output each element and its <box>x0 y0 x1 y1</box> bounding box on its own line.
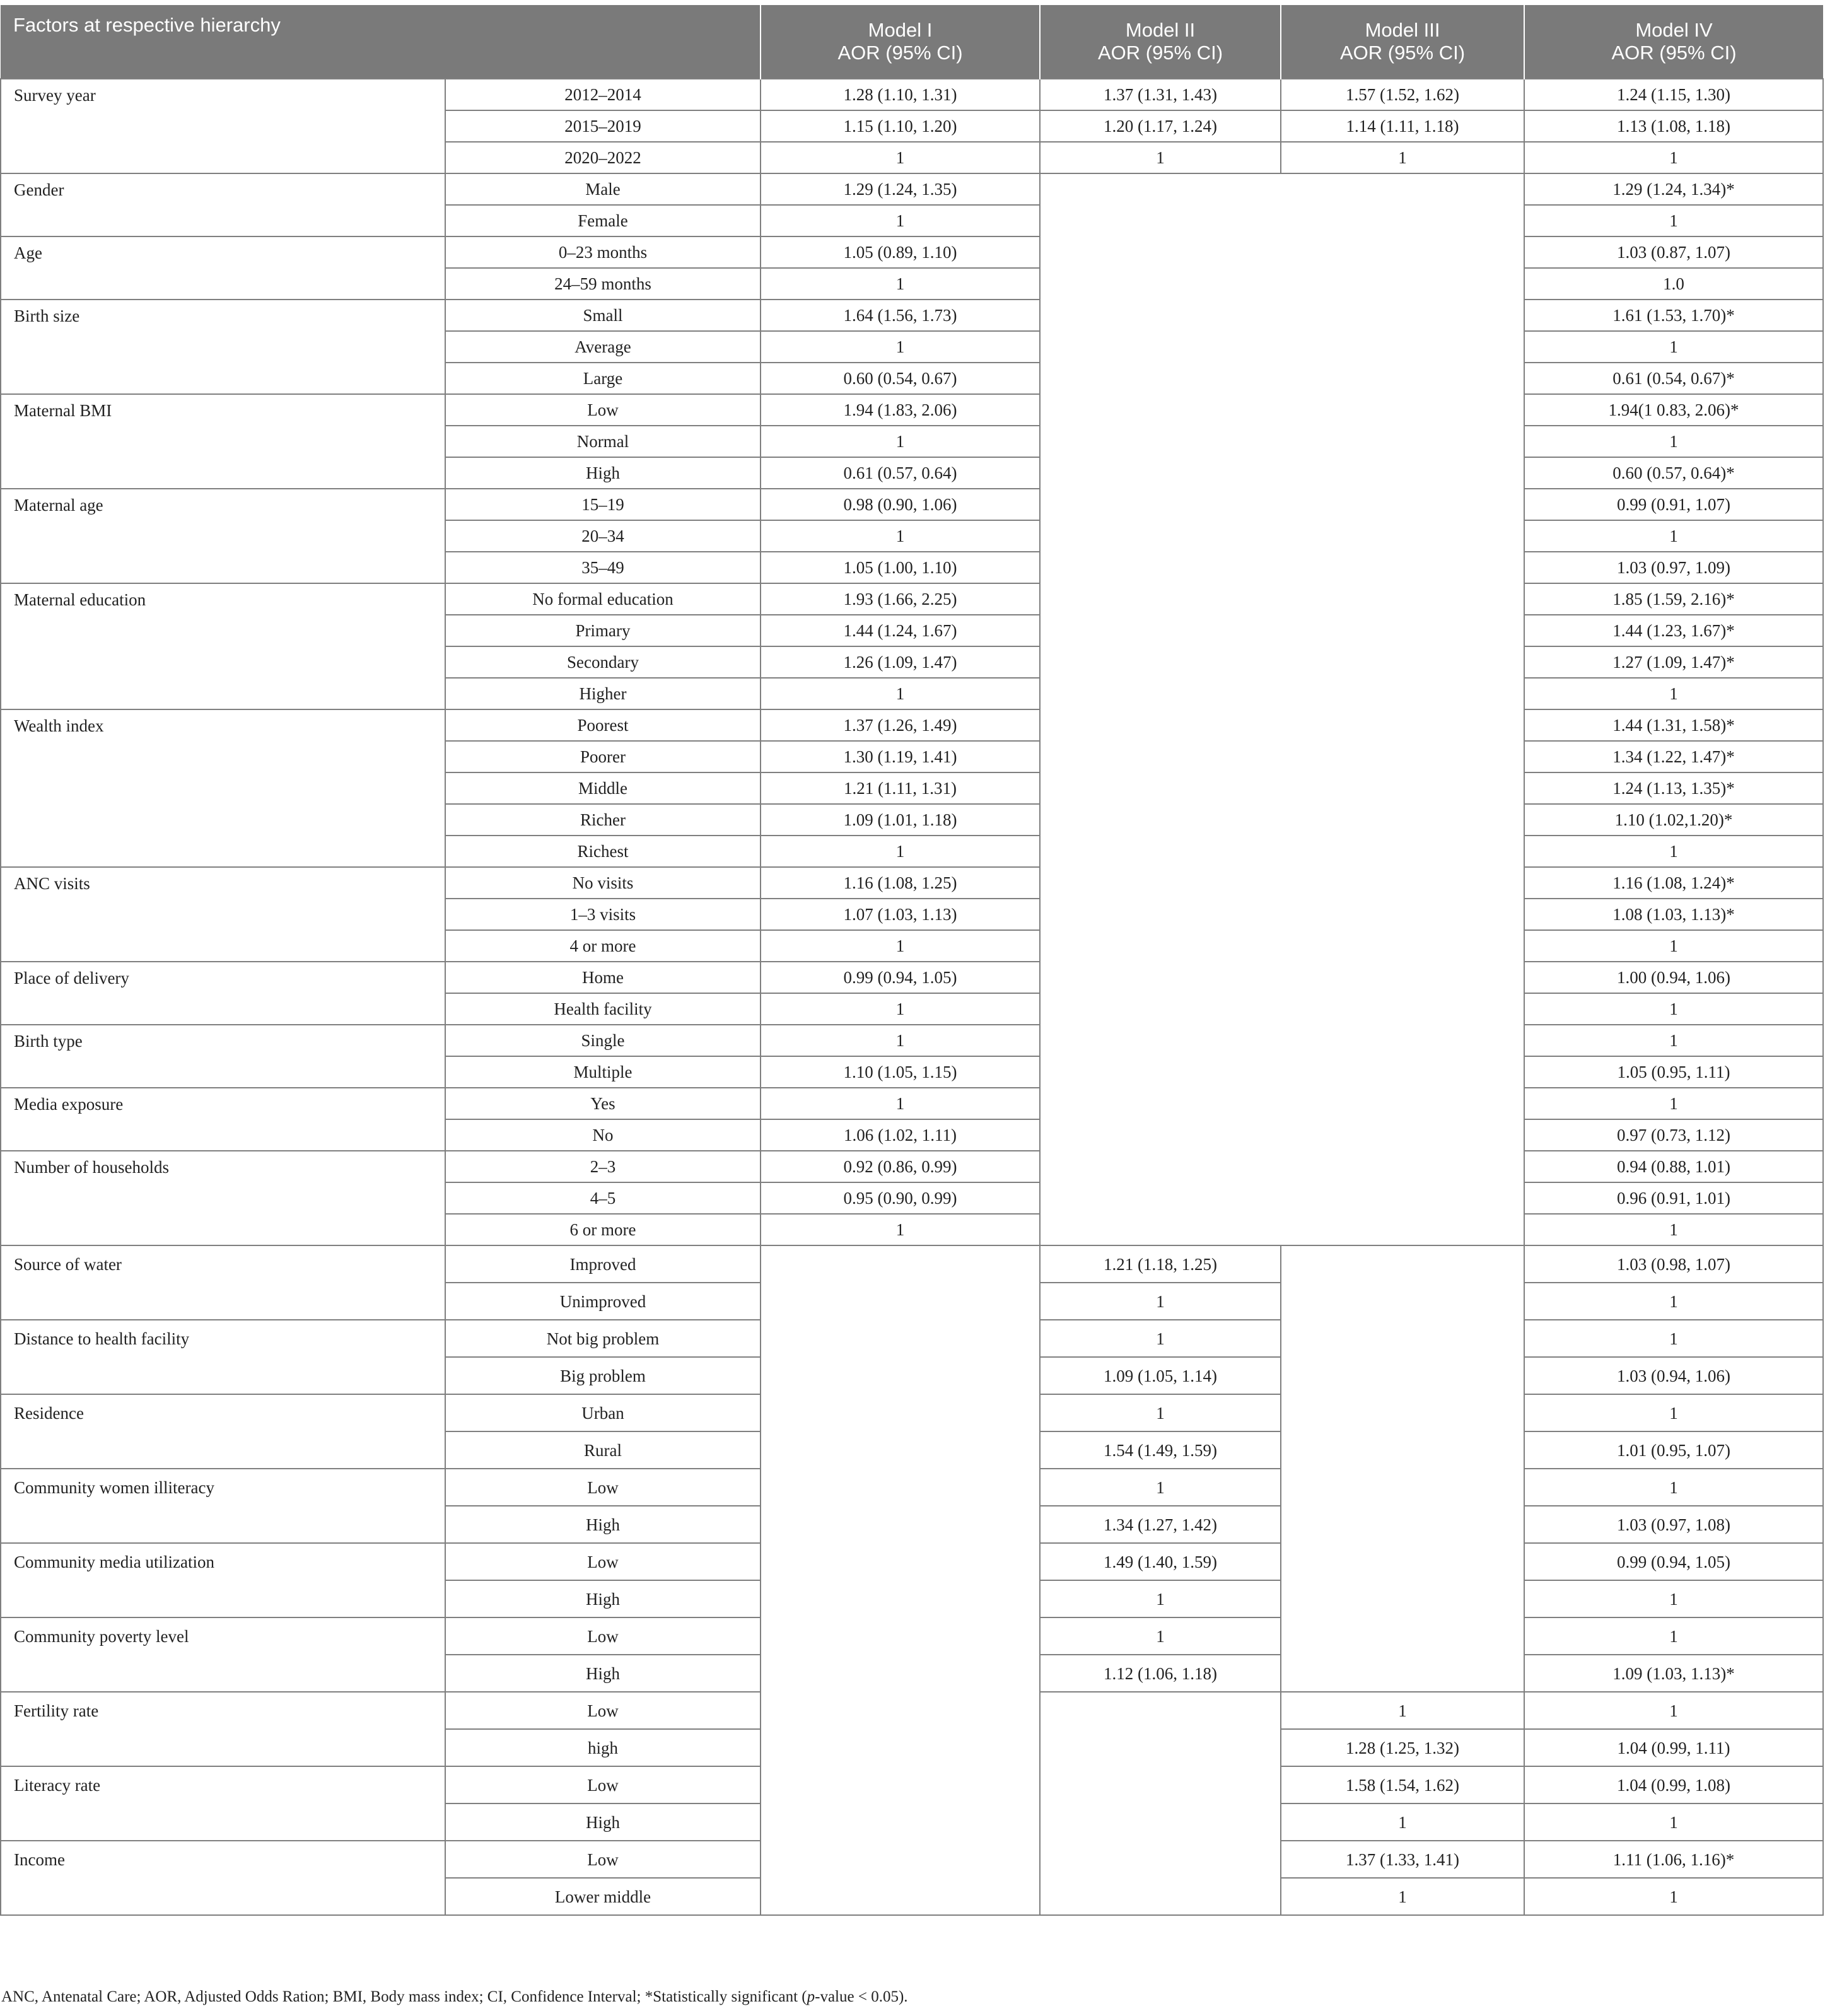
table-body-individual <box>1 79 1823 1245</box>
category-cell: Low <box>445 1841 761 1878</box>
model-1-value: 1.64 (1.56, 1.73) <box>761 300 1040 331</box>
model-2-value: 1 <box>1040 1283 1281 1320</box>
table-row <box>1 867 1823 899</box>
model-2-value: 1.20 (1.17, 1.24) <box>1040 110 1281 142</box>
category-cell: Male <box>445 173 761 205</box>
table-row <box>1 300 1823 331</box>
model-2-value: 1 <box>1040 142 1281 173</box>
model-1-value: 1.16 (1.08, 1.25) <box>761 867 1040 899</box>
category-cell: 20–34 <box>445 520 761 552</box>
factor-cell: Survey year <box>1 79 445 173</box>
category-cell: Yes <box>445 1088 761 1119</box>
header-row <box>1 5 1823 79</box>
factor-cell: Place of delivery <box>1 962 445 1025</box>
factor-cell: Media exposure <box>1 1088 445 1151</box>
model-1-value: 0.98 (0.90, 1.06) <box>761 489 1040 520</box>
model-2-value: 1 <box>1040 1617 1281 1655</box>
table-footnote: ANC, Antenatal Care; AOR, Adjusted Odds Ration; BMI, Body mass index; CI, Confidence Interval; *Statistically significant (p-value < 0.05). <box>1 1988 908 2005</box>
category-cell: Low <box>445 1469 761 1506</box>
model-4-value: 1.34 (1.22, 1.47)* <box>1524 741 1823 772</box>
category-cell: Low <box>445 1692 761 1729</box>
model-1-value: 1.28 (1.10, 1.31) <box>761 79 1040 110</box>
category-cell: High <box>445 1580 761 1617</box>
model-4-value: 0.60 (0.57, 0.64)* <box>1524 457 1823 489</box>
model-4-value: 1.44 (1.31, 1.58)* <box>1524 709 1823 741</box>
factor-cell: Fertility rate <box>1 1692 445 1766</box>
model-2-value: 1 <box>1040 1580 1281 1617</box>
model-1-value: 1 <box>761 520 1040 552</box>
model-4-value: 1 <box>1524 1580 1823 1617</box>
model-4-value: 1.04 (0.99, 1.08) <box>1524 1766 1823 1803</box>
model-1-value: 1.26 (1.09, 1.47) <box>761 646 1040 678</box>
category-cell: Small <box>445 300 761 331</box>
model-4-value: 1.61 (1.53, 1.70)* <box>1524 300 1823 331</box>
model-4-value: 1.03 (0.97, 1.08) <box>1524 1506 1823 1543</box>
model-3-value: 1.28 (1.25, 1.32) <box>1281 1729 1524 1766</box>
factor-cell: Age <box>1 236 445 300</box>
category-cell: High <box>445 457 761 489</box>
model-1-value: 1.30 (1.19, 1.41) <box>761 741 1040 772</box>
model-4-value: 1 <box>1524 1692 1823 1729</box>
factor-cell: Number of households <box>1 1151 445 1245</box>
category-cell: Poorest <box>445 709 761 741</box>
table-row <box>1 1025 1823 1056</box>
model-4-value: 1 <box>1524 1320 1823 1357</box>
category-cell: Primary <box>445 615 761 646</box>
category-cell: High <box>445 1506 761 1543</box>
model-4-value: 0.99 (0.94, 1.05) <box>1524 1543 1823 1580</box>
category-cell: Not big problem <box>445 1320 761 1357</box>
model-4-value: 1 <box>1524 1617 1823 1655</box>
model-1-value: 1.05 (1.00, 1.10) <box>761 552 1040 583</box>
model-1-value: 0.99 (0.94, 1.05) <box>761 962 1040 993</box>
table-row <box>1 1151 1823 1182</box>
model-4-value: 1 <box>1524 520 1823 552</box>
category-cell: No formal education <box>445 583 761 615</box>
model-1-value: 1 <box>761 993 1040 1025</box>
model-2-value: 1 <box>1040 1394 1281 1431</box>
category-cell: No visits <box>445 867 761 899</box>
category-cell: 15–19 <box>445 489 761 520</box>
model-1-value: 1 <box>761 1088 1040 1119</box>
category-cell: 2020–2022 <box>445 142 761 173</box>
factor-cell: Income <box>1 1841 445 1915</box>
category-cell: Average <box>445 331 761 363</box>
model-1-value: 1.10 (1.05, 1.15) <box>761 1056 1040 1088</box>
model-4-value: 1.04 (0.99, 1.11) <box>1524 1729 1823 1766</box>
table-row <box>1 173 1823 205</box>
model-4-value: 1.13 (1.08, 1.18) <box>1524 110 1823 142</box>
model-4-value: 1 <box>1524 1394 1823 1431</box>
model-4-value: 1.10 (1.02,1.20)* <box>1524 804 1823 836</box>
model-2-value: 1.54 (1.49, 1.59) <box>1040 1431 1281 1469</box>
category-cell: No <box>445 1119 761 1151</box>
model-1-value: 1 <box>761 678 1040 709</box>
model-1-value: 1.21 (1.11, 1.31) <box>761 772 1040 804</box>
model-4-value: 1.05 (0.95, 1.11) <box>1524 1056 1823 1088</box>
model-4-value: 0.97 (0.73, 1.12) <box>1524 1119 1823 1151</box>
model-4-value: 1 <box>1524 205 1823 236</box>
model-1-value: 1.93 (1.66, 2.25) <box>761 583 1040 615</box>
table-row <box>1 962 1823 993</box>
table-row <box>1 709 1823 741</box>
model-3-value: 1.14 (1.11, 1.18) <box>1281 110 1524 142</box>
model-4-value: 1 <box>1524 331 1823 363</box>
model-2-value: 1.34 (1.27, 1.42) <box>1040 1506 1281 1543</box>
model-4-value: 1 <box>1524 1025 1823 1056</box>
category-cell: Health facility <box>445 993 761 1025</box>
header-model-1: Model I AOR (95% CI) <box>761 5 1040 79</box>
model-2-value: 1.21 (1.18, 1.25) <box>1040 1245 1281 1283</box>
category-cell: Middle <box>445 772 761 804</box>
model-1-value: 1.37 (1.26, 1.49) <box>761 709 1040 741</box>
model-4-value: 1 <box>1524 993 1823 1025</box>
model-4-value: 1.00 (0.94, 1.06) <box>1524 962 1823 993</box>
category-cell: Normal <box>445 426 761 457</box>
model-4-value: 1 <box>1524 1214 1823 1245</box>
model-3-value: 1.37 (1.33, 1.41) <box>1281 1841 1524 1878</box>
model-1-value: 1 <box>761 426 1040 457</box>
model-1-value: 1.29 (1.24, 1.35) <box>761 173 1040 205</box>
model-4-value: 0.94 (0.88, 1.01) <box>1524 1151 1823 1182</box>
table-row <box>1 583 1823 615</box>
empty-block-model-2 <box>1040 1692 1281 1915</box>
table-row <box>1 1088 1823 1119</box>
model-1-value: 0.60 (0.54, 0.67) <box>761 363 1040 394</box>
model-4-value: 0.96 (0.91, 1.01) <box>1524 1182 1823 1214</box>
model-4-value: 1 <box>1524 1803 1823 1841</box>
category-cell: 2012–2014 <box>445 79 761 110</box>
model-4-value: 1.03 (0.87, 1.07) <box>1524 236 1823 268</box>
factor-cell: Wealth index <box>1 709 445 867</box>
model-4-value: 1 <box>1524 1283 1823 1320</box>
category-cell: Multiple <box>445 1056 761 1088</box>
model-2-value: 1.09 (1.05, 1.14) <box>1040 1357 1281 1394</box>
category-cell: Low <box>445 1617 761 1655</box>
model-4-value: 1.03 (0.97, 1.09) <box>1524 552 1823 583</box>
model-2-value: 1.49 (1.40, 1.59) <box>1040 1543 1281 1580</box>
results-table <box>0 5 1824 1916</box>
model-4-value: 1 <box>1524 1469 1823 1506</box>
model-4-value: 1 <box>1524 426 1823 457</box>
category-cell: Rural <box>445 1431 761 1469</box>
model-4-value: 1 <box>1524 678 1823 709</box>
category-cell: Higher <box>445 678 761 709</box>
model-1-value: 1.05 (0.89, 1.10) <box>761 236 1040 268</box>
factor-cell: Maternal education <box>1 583 445 709</box>
model-4-value: 1 <box>1524 836 1823 867</box>
empty-block-model-3 <box>1281 1245 1524 1692</box>
model-4-value: 1.24 (1.13, 1.35)* <box>1524 772 1823 804</box>
category-cell: Large <box>445 363 761 394</box>
category-cell: 4 or more <box>445 930 761 962</box>
factor-cell: Gender <box>1 173 445 236</box>
model-4-value: 1.27 (1.09, 1.47)* <box>1524 646 1823 678</box>
model-1-value: 1 <box>761 1214 1040 1245</box>
model-4-value: 0.99 (0.91, 1.07) <box>1524 489 1823 520</box>
model-2-value: 1.37 (1.31, 1.43) <box>1040 79 1281 110</box>
category-cell: Unimproved <box>445 1283 761 1320</box>
model-4-value: 1 <box>1524 142 1823 173</box>
model-3-value: 1.57 (1.52, 1.62) <box>1281 79 1524 110</box>
model-4-value: 1.08 (1.03, 1.13)* <box>1524 899 1823 930</box>
model-4-value: 1 <box>1524 1878 1823 1915</box>
factor-cell: Community poverty level <box>1 1617 445 1692</box>
category-cell: Secondary <box>445 646 761 678</box>
model-1-value: 1 <box>761 205 1040 236</box>
category-cell: 35–49 <box>445 552 761 583</box>
model-4-value: 1.44 (1.23, 1.67)* <box>1524 615 1823 646</box>
model-4-value: 1.03 (0.94, 1.06) <box>1524 1357 1823 1394</box>
header-factors: Factors at respective hierarchy <box>1 5 761 79</box>
category-cell: Single <box>445 1025 761 1056</box>
model-4-value: 1.24 (1.15, 1.30) <box>1524 79 1823 110</box>
empty-block-model-1 <box>761 1245 1040 1915</box>
model-1-value: 1.09 (1.01, 1.18) <box>761 804 1040 836</box>
model-1-value: 0.61 (0.57, 0.64) <box>761 457 1040 489</box>
model-1-value: 1.15 (1.10, 1.20) <box>761 110 1040 142</box>
model-4-value: 1.03 (0.98, 1.07) <box>1524 1245 1823 1283</box>
category-cell: High <box>445 1803 761 1841</box>
model-3-value: 1 <box>1281 1692 1524 1729</box>
category-cell: Female <box>445 205 761 236</box>
model-1-value: 0.92 (0.86, 0.99) <box>761 1151 1040 1182</box>
table-row <box>1 79 1823 110</box>
factor-cell: Literacy rate <box>1 1766 445 1841</box>
model-4-value: 1.09 (1.03, 1.13)* <box>1524 1655 1823 1692</box>
category-cell: high <box>445 1729 761 1766</box>
header-model-3: Model III AOR (95% CI) <box>1281 5 1524 79</box>
category-cell: Big problem <box>445 1357 761 1394</box>
factor-cell: Community women illiteracy <box>1 1469 445 1543</box>
category-cell: High <box>445 1655 761 1692</box>
factor-cell: Maternal BMI <box>1 394 445 489</box>
model-4-value: 1.29 (1.24, 1.34)* <box>1524 173 1823 205</box>
model-1-value: 1 <box>761 836 1040 867</box>
model-1-value: 1 <box>761 268 1040 300</box>
factor-cell: Maternal age <box>1 489 445 583</box>
model-1-value: 1.44 (1.24, 1.67) <box>761 615 1040 646</box>
category-cell: 6 or more <box>445 1214 761 1245</box>
model-4-value: 1.94(1 0.83, 2.06)* <box>1524 394 1823 426</box>
model-1-value: 1 <box>761 331 1040 363</box>
model-4-value: 1.11 (1.06, 1.16)* <box>1524 1841 1823 1878</box>
category-cell: Richest <box>445 836 761 867</box>
category-cell: Low <box>445 394 761 426</box>
factor-cell: Birth size <box>1 300 445 394</box>
table-row <box>1 236 1823 268</box>
model-2-value: 1 <box>1040 1320 1281 1357</box>
category-cell: Low <box>445 1543 761 1580</box>
table-container <box>0 5 1825 1916</box>
table-row <box>1 489 1823 520</box>
category-cell: 1–3 visits <box>445 899 761 930</box>
empty-block-model-2-3 <box>1040 173 1524 1245</box>
model-3-value: 1 <box>1281 1878 1524 1915</box>
category-cell: Lower middle <box>445 1878 761 1915</box>
category-cell: 4–5 <box>445 1182 761 1214</box>
header-model-2: Model II AOR (95% CI) <box>1040 5 1281 79</box>
model-1-value: 1.94 (1.83, 2.06) <box>761 394 1040 426</box>
model-2-value: 1.12 (1.06, 1.18) <box>1040 1655 1281 1692</box>
header-model-4: Model IV AOR (95% CI) <box>1524 5 1823 79</box>
model-4-value: 1.01 (0.95, 1.07) <box>1524 1431 1823 1469</box>
category-cell: Poorer <box>445 741 761 772</box>
factor-cell: Distance to health facility <box>1 1320 445 1394</box>
category-cell: 2015–2019 <box>445 110 761 142</box>
model-4-value: 1 <box>1524 1088 1823 1119</box>
model-1-value: 1 <box>761 142 1040 173</box>
model-3-value: 1 <box>1281 1803 1524 1841</box>
category-cell: 0–23 months <box>445 236 761 268</box>
model-3-value: 1 <box>1281 142 1524 173</box>
category-cell: 2–3 <box>445 1151 761 1182</box>
model-4-value: 0.61 (0.54, 0.67)* <box>1524 363 1823 394</box>
category-cell: Home <box>445 962 761 993</box>
category-cell: Urban <box>445 1394 761 1431</box>
factor-cell: ANC visits <box>1 867 445 962</box>
factor-cell: Residence <box>1 1394 445 1469</box>
category-cell: Low <box>445 1766 761 1803</box>
model-2-value: 1 <box>1040 1469 1281 1506</box>
factor-cell: Birth type <box>1 1025 445 1088</box>
table-body-community <box>1 1245 1823 1915</box>
category-cell: 24–59 months <box>445 268 761 300</box>
model-4-value: 1.85 (1.59, 2.16)* <box>1524 583 1823 615</box>
table-row <box>1 394 1823 426</box>
category-cell: Improved <box>445 1245 761 1283</box>
model-4-value: 1 <box>1524 930 1823 962</box>
model-1-value: 1.06 (1.02, 1.11) <box>761 1119 1040 1151</box>
category-cell: Richer <box>445 804 761 836</box>
model-4-value: 1.16 (1.08, 1.24)* <box>1524 867 1823 899</box>
model-1-value: 1 <box>761 1025 1040 1056</box>
table-row <box>1 1245 1823 1283</box>
factor-cell: Community media utilization <box>1 1543 445 1617</box>
factor-cell: Source of water <box>1 1245 445 1320</box>
model-1-value: 1.07 (1.03, 1.13) <box>761 899 1040 930</box>
model-1-value: 0.95 (0.90, 0.99) <box>761 1182 1040 1214</box>
model-1-value: 1 <box>761 930 1040 962</box>
model-4-value: 1.0 <box>1524 268 1823 300</box>
model-3-value: 1.58 (1.54, 1.62) <box>1281 1766 1524 1803</box>
